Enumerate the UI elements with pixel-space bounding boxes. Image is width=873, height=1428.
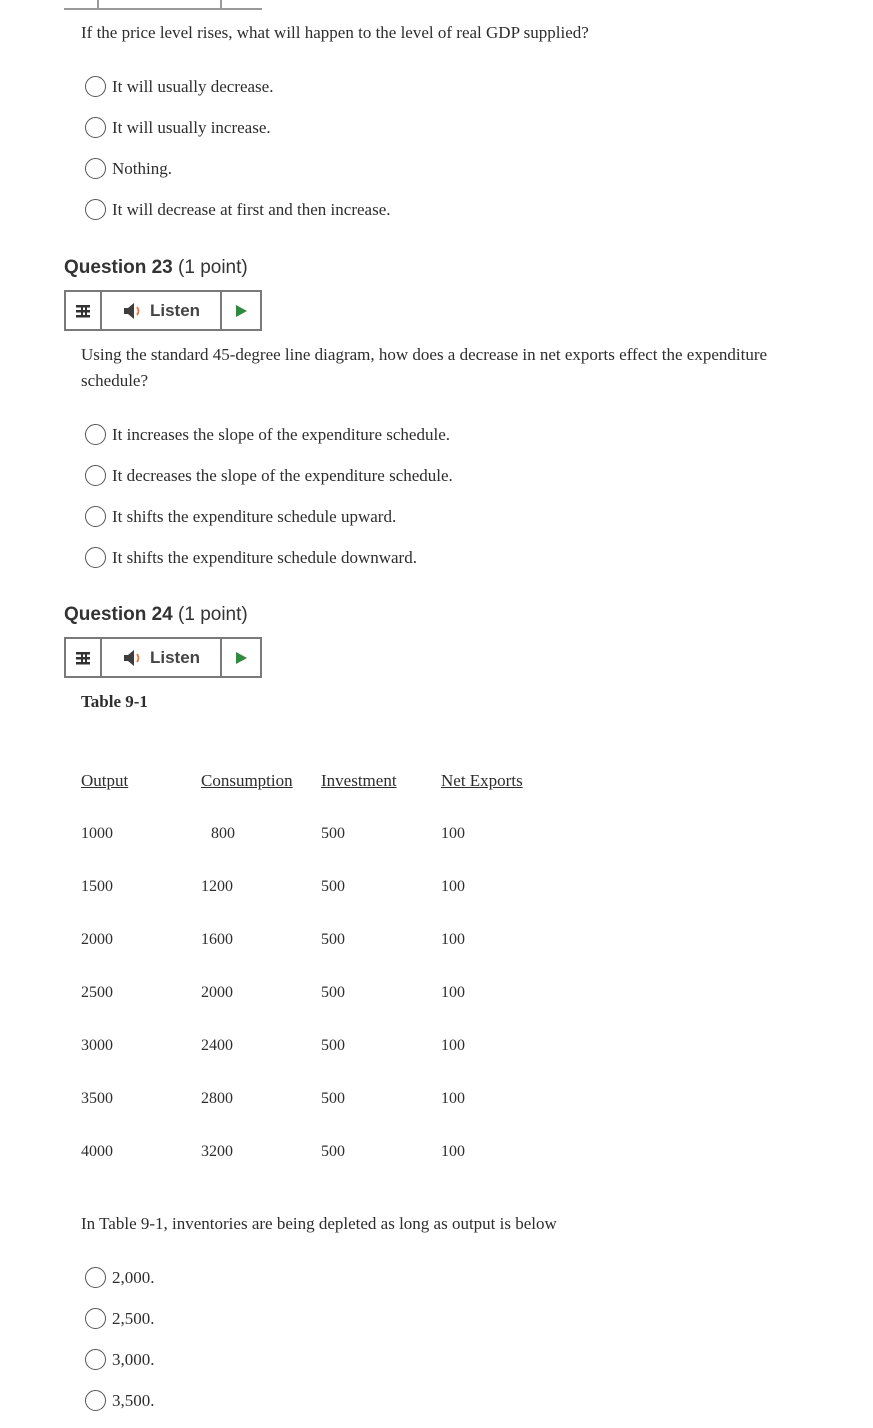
table-cell: 100 [441,1090,465,1107]
table-cell: 500 [321,1037,345,1054]
q23-menu-button[interactable] [66,292,102,329]
q23-number: Question 23 [64,257,173,278]
q24-options [85,1257,155,1421]
q24-play-button[interactable] [222,639,260,676]
q23-points: (1 point) [178,257,248,278]
radio-button[interactable] [85,76,106,97]
q24-option-1[interactable] [85,1257,155,1298]
radio-button[interactable] [85,547,106,568]
listen-label: Listen [149,300,201,320]
option-label: It will usually decrease. [112,76,274,96]
q24-listen-button[interactable] [102,639,222,676]
q23-option-1[interactable] [85,414,453,455]
table-cell: 2500 [81,984,113,1001]
listen-label: Listen [149,647,201,667]
q24-menu-button[interactable] [66,639,102,676]
menu-icon [75,650,91,666]
radio-button[interactable] [85,1267,106,1288]
table-cell: 1200 [201,878,233,895]
radio-button[interactable] [85,1390,106,1411]
table-cell: 500 [321,1143,345,1160]
previous-listen-bar-edge [64,0,262,10]
menu-icon [75,303,91,319]
radio-button[interactable] [85,424,106,445]
table-cell: 500 [321,984,345,1001]
q23-options [85,414,453,578]
option-label: It decreases the slope of the expenditure schedule. [112,465,453,485]
table-cell: 4000 [81,1143,113,1160]
col-header-net-exports: Net Exports [441,771,523,790]
option-label: It shifts the expenditure schedule upward. [112,506,397,526]
q23-listen-button[interactable] [102,292,222,329]
radio-button[interactable] [85,117,106,138]
table-cell: 100 [441,1037,465,1054]
table-cell: 2000 [201,984,233,1001]
table-cell: 500 [321,931,345,948]
option-label: Nothing. [112,158,172,178]
table-cell: 100 [441,931,465,948]
option-label: 3,000. [112,1349,155,1369]
q23-option-3[interactable] [85,496,453,537]
table-cell: 500 [321,878,345,895]
option-label: It shifts the expenditure schedule downward. [112,547,417,567]
table-title: Table 9-1 [81,692,148,711]
table-cell: 1600 [201,931,233,948]
q24-listen-bar [64,637,262,678]
q23-title [64,257,248,279]
q22-option-1[interactable] [85,66,390,107]
option-label: 2,500. [112,1308,155,1328]
play-icon [234,304,248,318]
q24-option-3[interactable] [85,1339,155,1380]
q24-number: Question 24 [64,604,173,625]
radio-button[interactable] [85,465,106,486]
table-cell: 100 [441,825,465,842]
table-cell: 100 [441,878,465,895]
q24-option-2[interactable] [85,1298,155,1339]
q23-listen-bar [64,290,262,331]
table-cell: 1500 [81,878,113,895]
table-cell: 1000 [81,825,113,842]
option-label: It increases the slope of the expenditure schedule. [112,424,450,444]
option-label: It will usually increase. [112,117,271,137]
table-cell: 100 [441,1143,465,1160]
option-label: 3,500. [112,1390,155,1410]
col-header-output: Output [81,771,129,790]
table-cell: 3200 [201,1143,233,1160]
q22-option-3[interactable] [85,148,390,189]
q24-prompt: In Table 9-1, inventories are being depleted as long as output is below [81,1214,557,1233]
table-cell: 2000 [81,931,113,948]
q23-option-4[interactable] [85,537,453,578]
table-cell: 3000 [81,1037,113,1054]
q23-option-2[interactable] [85,455,453,496]
table-cell: 100 [441,984,465,1001]
speaker-icon [122,302,146,320]
q24-points: (1 point) [178,604,248,625]
table-cell: 800 [211,825,235,842]
speaker-icon [122,649,146,667]
table-cell: 3500 [81,1090,113,1107]
table-cell: 2800 [201,1090,233,1107]
q23-play-button[interactable] [222,292,260,329]
col-header-investment: Investment [321,771,397,790]
option-label: It will decrease at first and then increase. [112,199,391,219]
q24-option-4[interactable] [85,1380,155,1421]
radio-button[interactable] [85,1349,106,1370]
q24-title [64,604,248,626]
table-cell: 2400 [201,1037,233,1054]
q22-option-2[interactable] [85,107,390,148]
play-icon [234,651,248,665]
table-cell: 500 [321,825,345,842]
q23-prompt: Using the standard 45-degree line diagram, how does a decrease in net exports effect the expenditure schedule? [81,345,768,390]
q22-options [85,66,390,230]
table-cell: 500 [321,1090,345,1107]
col-header-consumption: Consumption [201,771,293,790]
radio-button[interactable] [85,158,106,179]
q22-prompt: If the price level rises, what will happen to the level of real GDP supplied? [81,23,589,42]
q22-option-4[interactable] [85,189,390,230]
radio-button[interactable] [85,506,106,527]
radio-button[interactable] [85,1308,106,1329]
option-label: 2,000. [112,1267,155,1287]
radio-button[interactable] [85,199,106,220]
